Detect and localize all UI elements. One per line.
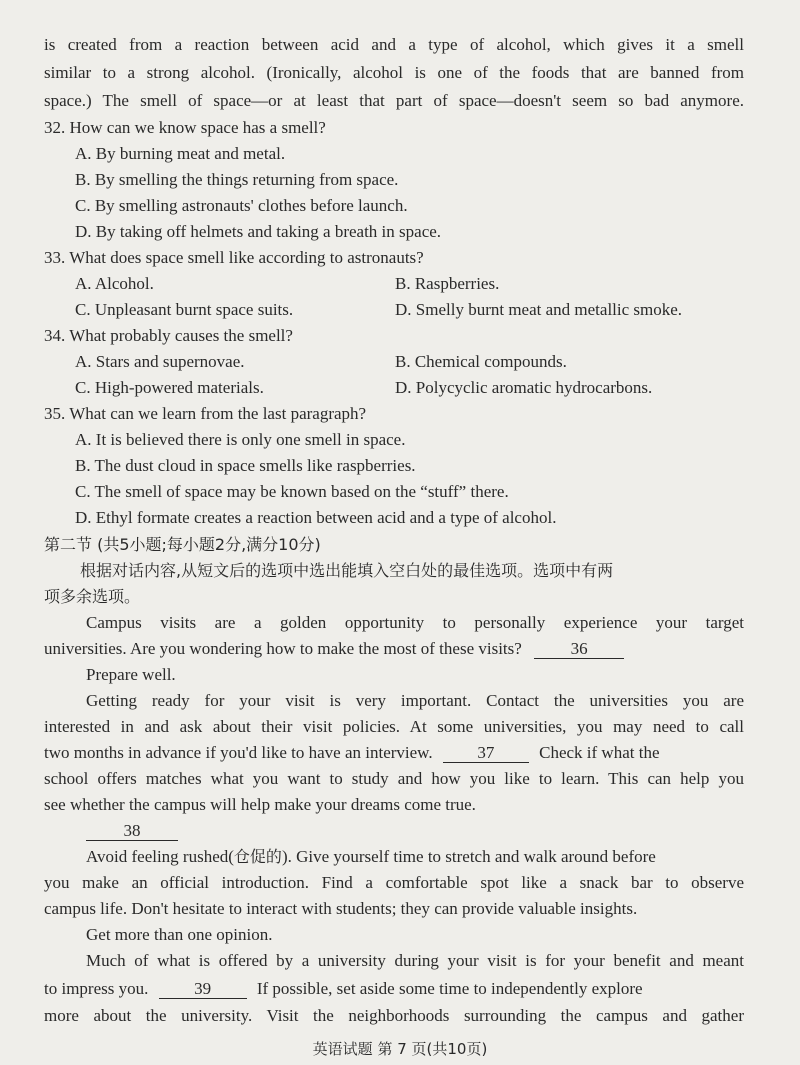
- subheading-prepare: Prepare well.: [86, 665, 176, 684]
- section-heading: 第二节 (共5小题;每小题2分,满分10分): [44, 535, 321, 554]
- question-34-stem: 34. What probably causes the smell?: [44, 326, 293, 345]
- passage-line: you make an official introduction. Find a comfortable spot like a snack bar to observe: [44, 873, 744, 892]
- blank-37: 37: [443, 744, 529, 763]
- question-33-option-d: D. Smelly burnt meat and metallic smoke.: [395, 300, 683, 319]
- blank-38: 38: [86, 822, 178, 841]
- blank-38-line: [86, 820, 178, 842]
- question-35-option-a: A. It is believed there is only one smell in space.: [75, 430, 406, 449]
- section-instruction: 项多余选项。: [44, 587, 141, 606]
- section-instruction: 根据对话内容,从短文后的选项中选出能填入空白处的最佳选项。选项中有两: [80, 561, 614, 580]
- question-33-option-b: B. Raspberries.: [395, 274, 500, 293]
- question-34-option-a: A. Stars and supernovae.: [75, 352, 245, 371]
- question-35-stem: 35. What can we learn from the last paragraph?: [44, 404, 367, 423]
- question-34-option-c: C. High-powered materials.: [75, 378, 264, 397]
- blank-39: 39: [159, 980, 247, 999]
- question-33-stem: 33. What does space smell like according to astronauts?: [44, 248, 424, 267]
- passage-line: more about the university. Visit the neighborhoods surrounding the campus and gather: [44, 1006, 744, 1025]
- question-35-option-b: B. The dust cloud in space smells like raspberries.: [75, 456, 416, 475]
- subheading-opinion: Get more than one opinion.: [86, 925, 273, 944]
- question-34-option-b: B. Chemical compounds.: [395, 352, 567, 371]
- question-35-option-c: C. The smell of space may be known based on the “stuff” there.: [75, 482, 509, 501]
- passage-cjk-gloss: 仓促的: [233, 847, 282, 866]
- passage-text: Avoid feeling rushed(: [86, 847, 234, 866]
- passage-line: is created from a reaction between acid and a type of alcohol, which gives it a smell: [44, 35, 744, 54]
- passage-line: Getting ready for your visit is very important. Contact the universities you are: [86, 691, 744, 710]
- passage-line: similar to a strong alcohol. (Ironically, alcohol is one of the foods that are banned from: [44, 63, 744, 82]
- question-33-option-a: A. Alcohol.: [75, 274, 154, 293]
- page-footer: 英语试题 第 7 页(共10页): [312, 1040, 488, 1058]
- passage-line: [44, 978, 744, 1000]
- passage-text: If possible, set aside some time to independently explore: [256, 979, 643, 998]
- question-32-option-a: A. By burning meat and metal.: [75, 144, 286, 163]
- passage-line: school offers matches what you want to study and how you like to learn. This can help you: [44, 769, 744, 788]
- passage-line: [86, 846, 656, 868]
- question-32-option-d: D. By taking off helmets and taking a breath in space.: [75, 222, 442, 241]
- passage-line: see whether the campus will help make your dreams come true.: [44, 795, 476, 814]
- passage-text: to impress you.: [44, 979, 149, 998]
- passage-line: interested in and ask about their visit policies. At some universities, you may need to call: [44, 717, 744, 736]
- question-33-option-c: C. Unpleasant burnt space suits.: [75, 300, 294, 319]
- question-35-option-d: D. Ethyl formate creates a reaction between acid and a type of alcohol.: [75, 508, 557, 527]
- question-34-option-d: D. Polycyclic aromatic hydrocarbons.: [395, 378, 653, 397]
- question-32-option-c: C. By smelling astronauts' clothes before launch.: [75, 196, 408, 215]
- passage-line: space.) The smell of space—or at least that part of space—doesn't seem so bad anymore.: [44, 91, 744, 110]
- question-32-option-b: B. By smelling the things returning from space.: [75, 170, 399, 189]
- passage-line: [44, 742, 744, 764]
- passage-text: ). Give yourself time to stretch and walk around before: [281, 847, 656, 866]
- passage-text: two months in advance if you'd like to have an interview.: [44, 743, 433, 762]
- blank-36: 36: [534, 640, 624, 659]
- passage-line: [44, 638, 744, 660]
- question-32-stem: 32. How can we know space has a smell?: [44, 118, 326, 137]
- passage-line: Much of what is offered by a university during your visit is for your benefit and meant: [86, 951, 744, 970]
- passage-text: Check if what the: [539, 743, 660, 762]
- passage-line: Campus visits are a golden opportunity to personally experience your target: [86, 613, 744, 632]
- passage-line: campus life. Don't hesitate to interact with students; they can provide valuable insights.: [44, 899, 638, 918]
- passage-text: universities. Are you wondering how to make the most of these visits?: [44, 639, 522, 658]
